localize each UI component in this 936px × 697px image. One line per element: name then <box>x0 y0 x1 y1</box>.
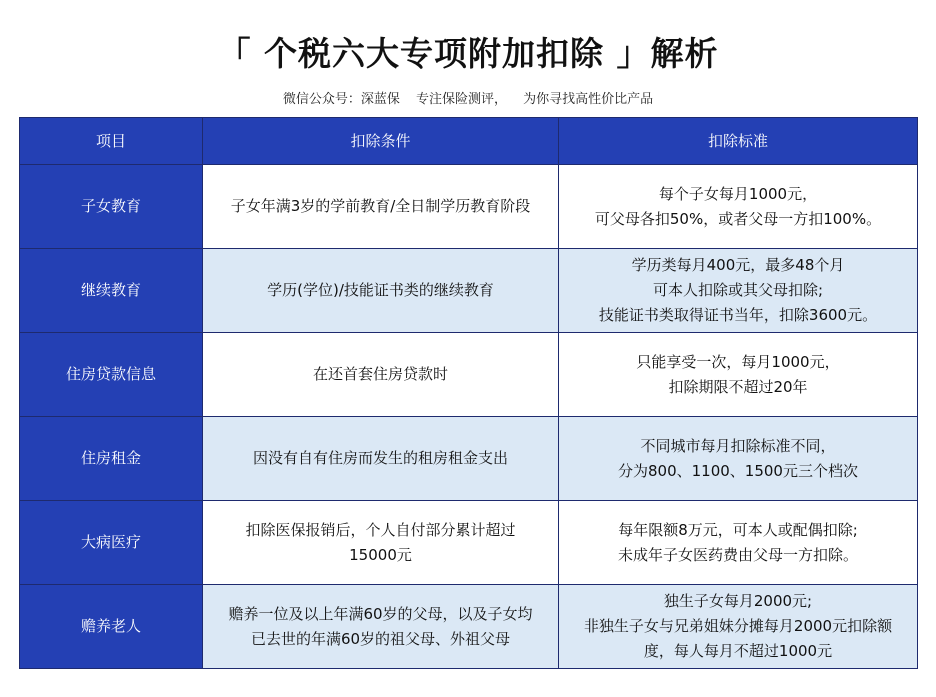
condition-line: 赡养一位及以上年满60岁的父母，以及子女均 <box>228 604 533 623</box>
standard-line: 未成年子女医药费由父母一方扣除。 <box>617 545 858 564</box>
subtitle <box>0 88 936 107</box>
condition-line: 子女年满3岁的学前教育/全日制学历教育阶段 <box>230 197 531 215</box>
standard-line: 技能证书类取得证书当年，扣除3600元。 <box>598 306 878 324</box>
standard-line: 可父母各扣50%，或者父母一方扣100%。 <box>594 209 882 228</box>
row-standard-cell <box>559 501 918 585</box>
table-body <box>20 165 918 669</box>
condition-line: 在还首套住房贷款时 <box>312 365 448 383</box>
standard-line: 独生子女每月2000元; <box>663 592 813 610</box>
row-standard-cell <box>559 333 918 417</box>
header-standard: 扣除标准 <box>559 118 918 165</box>
table-row <box>20 501 918 585</box>
row-item-label: 住房贷款信息 <box>20 333 203 417</box>
row-condition-cell <box>203 165 559 249</box>
standard-line: 学历类每月400元，最多48个月 <box>631 256 845 274</box>
table-row <box>20 333 918 417</box>
standard-line: 每年限额8万元，可本人或配偶扣除; <box>618 520 858 539</box>
standard-line: 每个子女每月1000元， <box>658 184 818 203</box>
subtitle-tagline: 专注保险测评， <box>415 92 507 107</box>
row-condition-cell <box>203 585 559 669</box>
standard-line: 扣除期限不超过20年 <box>668 377 808 396</box>
header-item: 项目 <box>20 118 203 165</box>
condition-line: 扣除医保报销后，个人自付部分累计超过 <box>245 520 516 539</box>
condition-line: 15000元 <box>349 545 412 564</box>
table-row <box>20 417 918 501</box>
subtitle-slogan: 为你寻找高性价比产品 <box>523 92 654 107</box>
row-condition-cell <box>203 249 559 333</box>
condition-line: 因没有自有住房而发生的租房租金支出 <box>252 449 508 467</box>
row-item-label: 大病医疗 <box>20 501 203 585</box>
row-condition-cell <box>203 501 559 585</box>
subtitle-account: 微信公众号：深蓝保 <box>282 92 400 107</box>
row-standard-cell <box>559 165 918 249</box>
standard-line: 非独生子女与兄弟姐妹分摊每月2000元扣除额 <box>583 617 893 635</box>
table-header-row <box>20 118 918 165</box>
row-condition-cell <box>203 417 559 501</box>
condition-line: 学历(学位)/技能证书类的继续教育 <box>267 281 494 299</box>
row-item-label: 子女教育 <box>20 165 203 249</box>
standard-line: 分为800、1100、1500元三个档次 <box>618 461 858 480</box>
row-item-label: 继续教育 <box>20 249 203 333</box>
row-item-label: 赡养老人 <box>20 585 203 669</box>
row-condition-cell <box>203 333 559 417</box>
standard-line: 不同城市每月扣除标准不同， <box>640 436 836 455</box>
header-condition: 扣除条件 <box>203 118 559 165</box>
row-standard-cell <box>559 585 918 669</box>
row-standard-cell <box>559 417 918 501</box>
condition-line: 已去世的年满60岁的祖父母、外祖父母 <box>250 629 511 648</box>
standard-line: 可本人扣除或其父母扣除; <box>652 281 824 299</box>
page-title: 「 个税六大专项附加扣除 」解析 <box>217 34 719 73</box>
standard-line: 度，每人每月不超过1000元 <box>643 642 833 660</box>
deduction-table <box>19 117 918 669</box>
row-item-label: 住房租金 <box>20 417 203 501</box>
row-standard-cell <box>559 249 918 333</box>
table-row <box>20 249 918 333</box>
table-row <box>20 165 918 249</box>
table-row <box>20 585 918 669</box>
standard-line: 只能享受一次，每月1000元， <box>636 352 840 371</box>
